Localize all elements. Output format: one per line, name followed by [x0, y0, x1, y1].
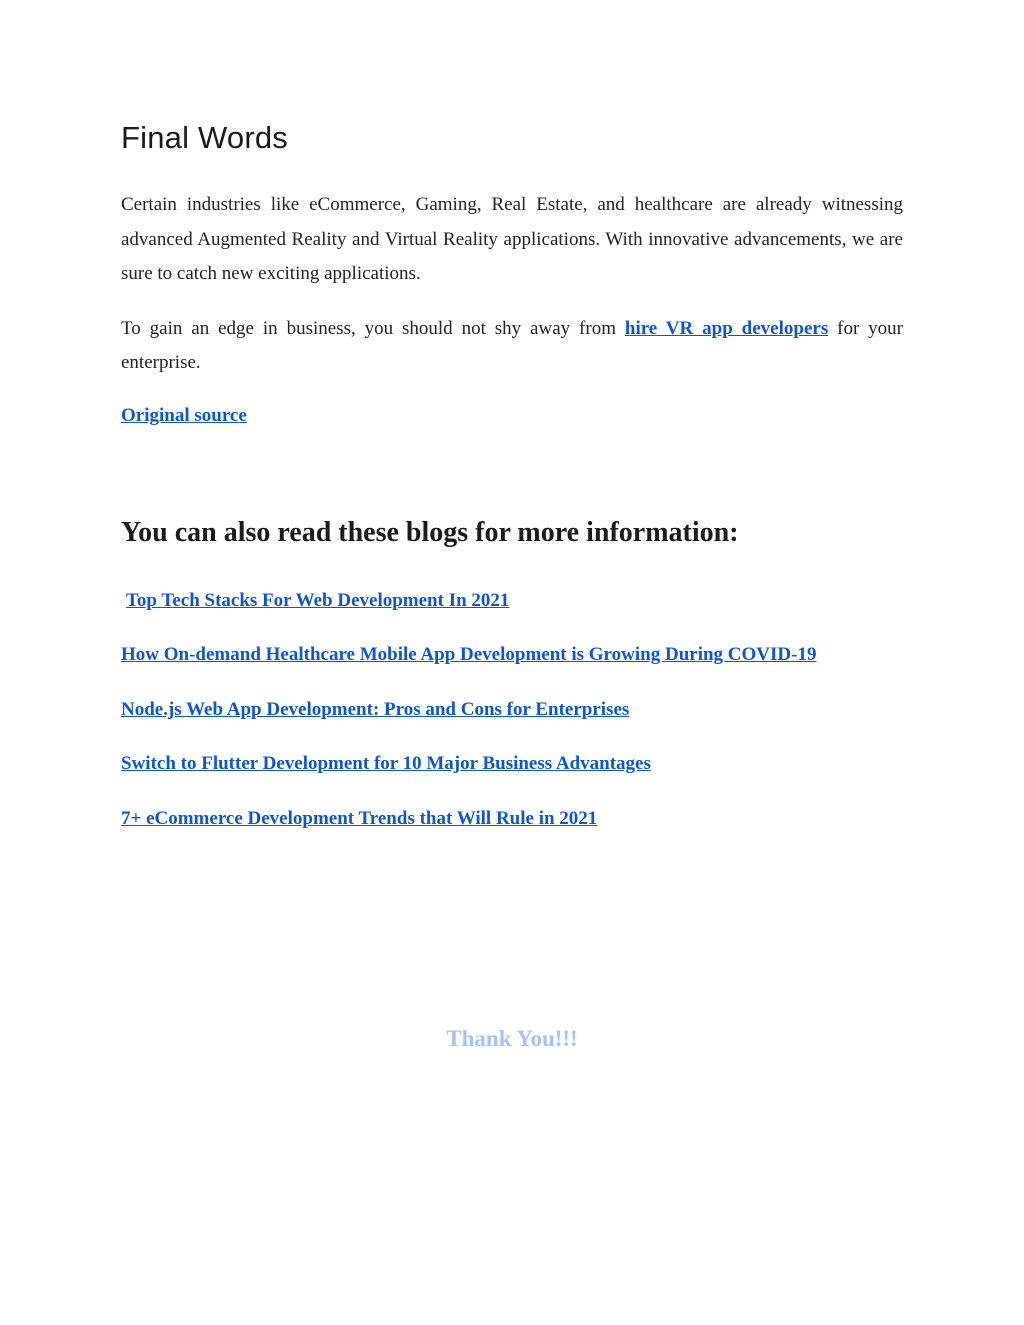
cta-paragraph	[121, 312, 903, 381]
list-item	[121, 641, 903, 669]
source-line	[121, 401, 903, 431]
final-words-heading: Final Words	[121, 120, 289, 155]
thank-you-text: Thank You!!!	[446, 1026, 578, 1051]
blog-link-tech-stacks[interactable]: Top Tech Stacks For Web Development In 2021	[126, 589, 510, 611]
original-source-link[interactable]: Original source	[121, 404, 247, 426]
blog-link-healthcare-app[interactable]: How On-demand Healthcare Mobile App Development is Growing During COVID-19	[121, 644, 817, 666]
blogs-heading: You can also read these blogs for more information:	[121, 516, 739, 548]
blog-link-list	[121, 587, 903, 833]
list-item	[121, 805, 903, 833]
blog-link-ecommerce-trends[interactable]: 7+ eCommerce Development Trends that Will Rule in 2021	[121, 807, 598, 829]
hire-vr-developers-link[interactable]: hire VR app developers	[624, 317, 829, 339]
blog-link-flutter[interactable]: Switch to Flutter Development for 10 Major Business Advantages	[121, 753, 651, 775]
cta-text-after: for your enterprise.	[121, 317, 903, 373]
cta-text-before: To gain an edge in business, you should not shy away from	[121, 317, 625, 339]
list-item	[121, 750, 903, 778]
document-content	[121, 118, 903, 859]
list-item	[121, 587, 903, 615]
list-item	[121, 696, 903, 724]
intro-paragraph: Certain industries like eCommerce, Gaming, Real Estate, and healthcare are already witnessing advanced Augmented Reality and Virtual Reality applications. With innovative advancements, we are sure to catch new exciting applications.	[121, 194, 903, 284]
blog-link-nodejs[interactable]: Node.js Web App Development: Pros and Cons for Enterprises	[121, 698, 630, 720]
